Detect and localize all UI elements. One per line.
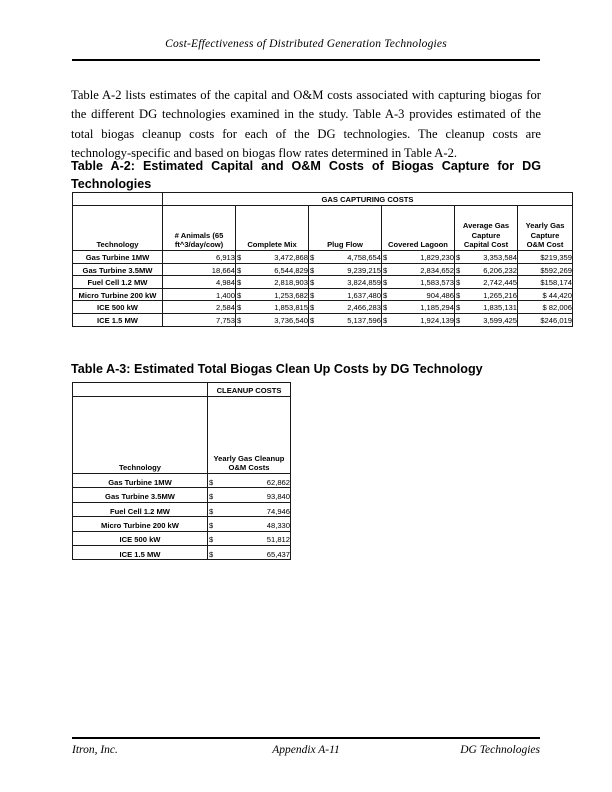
table-a2-col-animals-line2: ft^3/day/cow) (174, 240, 224, 250)
table-a2-col-yearly-line1: Yearly Gas (525, 221, 565, 231)
table-a2-cell-plug-flow (309, 263, 382, 276)
currency-symbol: $ (209, 549, 214, 559)
currency-symbol: $ (383, 265, 388, 275)
amount-value: 1,924,139 (420, 315, 454, 325)
amount-value: 65,437 (266, 549, 290, 559)
table-a2-row (73, 263, 573, 276)
amount-value: 51,812 (266, 535, 290, 545)
table-a2-corner-cell (73, 193, 163, 206)
table-a3-row-technology: Gas Turbine 3.5MW (73, 488, 208, 502)
footer-rule (72, 737, 540, 739)
table-a2-cell-complete-mix (236, 301, 309, 314)
table-a2-cell-animals: 1,400 (163, 288, 236, 301)
table-a2-col-animals-line1: # Animals (65 (174, 230, 224, 240)
table-a2-col-covered-lagoon: Covered Lagoon (382, 206, 455, 251)
table-a2-cell-avg-capital-cost (455, 301, 518, 314)
currency-symbol: $ (456, 278, 461, 288)
table-a2-cell-plug-flow (309, 288, 382, 301)
currency-symbol: $ (456, 290, 461, 300)
currency-symbol: $ (383, 315, 388, 325)
amount-value: 2,466,283 (347, 303, 381, 313)
table-a2-cell-plug-flow (309, 251, 382, 264)
table-a2-col-complete-mix: Complete Mix (236, 206, 309, 251)
table-a3-row-technology: Gas Turbine 1MW (73, 474, 208, 488)
currency-symbol: $ (456, 265, 461, 275)
currency-symbol: $ (383, 278, 388, 288)
table-a3-col-cleanup-line2: O&M Costs (228, 463, 270, 473)
amount-value: 6,544,829 (274, 265, 308, 275)
currency-symbol: $ (237, 253, 242, 262)
amount-value: 3,353,584 (483, 253, 517, 262)
currency-symbol: $ (456, 303, 461, 313)
table-a2-cell-animals: 6,913 (163, 251, 236, 264)
table-a2-row-technology: Micro Turbine 200 kW (73, 288, 163, 301)
currency-symbol: $ (209, 492, 214, 502)
footer-center: Appendix A-11 (272, 744, 340, 756)
table-a3-cell-cleanup-cost (208, 517, 291, 531)
currency-symbol: $ (310, 315, 315, 325)
currency-symbol: $ (310, 303, 315, 313)
table-a3-column-header-row (73, 397, 291, 474)
table-a3-cell-cleanup-cost (208, 488, 291, 502)
table-a2 (72, 192, 573, 327)
table-a3-row (73, 545, 291, 559)
table-a2-cell-yearly-om-cost: $592,269 (518, 263, 573, 276)
currency-symbol: $ (456, 315, 461, 325)
table-a3-cell-cleanup-cost (208, 545, 291, 559)
currency-symbol: $ (209, 520, 214, 530)
amount-value: 74,946 (266, 506, 290, 516)
amount-value: 1,637,480 (347, 290, 381, 300)
table-a2-row (73, 251, 573, 264)
table-a2-cell-animals: 18,664 (163, 263, 236, 276)
body-paragraph: Table A-2 lists estimates of the capital and O&M costs associated with capturing biogas for the different DG technologies examined in the study. Table A-3 provides estimated of the total biogas cleanup costs for each of the DG technologies. The cleanup costs are technology-specific and based on biogas flow rates determined in Table A-2. (71, 87, 541, 161)
table-a2-row (73, 313, 573, 326)
table-a2-row (73, 288, 573, 301)
table-a2-cell-yearly-om-cost: $ 82,006 (518, 301, 573, 314)
table-a3-row-technology: Micro Turbine 200 kW (73, 517, 208, 531)
amount-value: 1,853,815 (274, 303, 308, 313)
table-a2-cell-avg-capital-cost (455, 288, 518, 301)
table-a3-group-header: CLEANUP COSTS (208, 383, 291, 397)
table-a2-row-technology: Gas Turbine 3.5MW (73, 263, 163, 276)
currency-symbol: $ (310, 265, 315, 275)
table-a2-col-yearly-om-cost (518, 206, 573, 251)
table-a2-cell-avg-capital-cost (455, 263, 518, 276)
table-a2-cell-complete-mix (236, 276, 309, 289)
table-a2-cell-complete-mix (236, 288, 309, 301)
table-a2-cell-plug-flow (309, 276, 382, 289)
table-a2-col-avg-line2: Capture (471, 230, 501, 240)
table-a3-body (73, 474, 291, 560)
amount-value: 1,265,216 (483, 290, 517, 300)
currency-symbol: $ (383, 290, 388, 300)
amount-value: 1,583,573 (420, 278, 454, 288)
table-a2-row-technology: ICE 1.5 MW (73, 313, 163, 326)
amount-value: 904,486 (426, 290, 454, 300)
amount-value: 5,137,596 (347, 315, 381, 325)
table-a3-caption: Table A-3: Estimated Total Biogas Clean Up Costs by DG Technology (71, 362, 483, 376)
currency-symbol: $ (237, 265, 242, 275)
currency-symbol: $ (237, 315, 242, 325)
table-a3-corner-cell (73, 383, 208, 397)
table-a2-cell-covered-lagoon (382, 263, 455, 276)
currency-symbol: $ (310, 290, 315, 300)
table-a2-cell-avg-capital-cost (455, 251, 518, 264)
currency-symbol: $ (383, 253, 388, 262)
amount-value: 48,330 (266, 520, 290, 530)
table-a2-group-header: GAS CAPTURING COSTS (163, 193, 573, 206)
currency-symbol: $ (310, 278, 315, 288)
table-a2-cell-covered-lagoon (382, 251, 455, 264)
table-a2-caption: Table A-2: Estimated Capital and O&M Costs of Biogas Capture for DG Technologies (71, 159, 541, 191)
table-a2-cell-complete-mix (236, 313, 309, 326)
table-a2-cell-covered-lagoon (382, 301, 455, 314)
table-a3-head (73, 383, 291, 474)
amount-value: 1,253,682 (274, 290, 308, 300)
table-a3-row-technology: ICE 1.5 MW (73, 545, 208, 559)
table-a2-cell-yearly-om-cost: $ 44,420 (518, 288, 573, 301)
currency-symbol: $ (237, 303, 242, 313)
currency-symbol: $ (237, 290, 242, 300)
table-a2-row (73, 301, 573, 314)
header-rule (72, 59, 540, 61)
table-a3-cell-cleanup-cost (208, 502, 291, 516)
table-a3-group-header-row (73, 383, 291, 397)
table-a2-cell-covered-lagoon (382, 313, 455, 326)
table-a2-cell-complete-mix (236, 251, 309, 264)
footer-right: DG Technologies (460, 744, 540, 756)
currency-symbol: $ (209, 477, 214, 487)
table-a3-row (73, 517, 291, 531)
table-a2-cell-plug-flow (309, 313, 382, 326)
table-a2-cell-yearly-om-cost: $246,019 (518, 313, 573, 326)
amount-value: 2,834,652 (420, 265, 454, 275)
amount-value: 2,742,445 (483, 278, 517, 288)
amount-value: 4,758,654 (347, 253, 381, 262)
currency-symbol: $ (456, 253, 461, 262)
currency-symbol: $ (310, 253, 315, 262)
table-a2-col-yearly-line3: O&M Cost (526, 240, 564, 250)
table-a2-col-technology: Technology (73, 206, 163, 251)
table-a2-col-animals (163, 206, 236, 251)
table-a3-row (73, 474, 291, 488)
currency-symbol: $ (209, 535, 214, 545)
table-a3-cell-cleanup-cost (208, 531, 291, 545)
table-a2-col-avg-line1: Average Gas (462, 221, 510, 231)
table-a2-cell-plug-flow (309, 301, 382, 314)
table-a2-group-header-row (73, 193, 573, 206)
amount-value: 93,840 (266, 492, 290, 502)
amount-value: 6,206,232 (483, 265, 517, 275)
page-footer (72, 744, 540, 756)
table-a2-col-plug-flow: Plug Flow (309, 206, 382, 251)
table-a3-col-cleanup-om-costs (208, 397, 291, 474)
footer-left: Itron, Inc. (72, 744, 118, 756)
amount-value: 1,835,131 (483, 303, 517, 313)
table-a2-cell-animals: 7,753 (163, 313, 236, 326)
amount-value: 3,599,425 (483, 315, 517, 325)
table-a2-row-technology: Gas Turbine 1MW (73, 251, 163, 264)
table-a2-column-header-row (73, 206, 573, 251)
currency-symbol: $ (209, 506, 214, 516)
table-a2-cell-yearly-om-cost: $158,174 (518, 276, 573, 289)
table-a2-cell-covered-lagoon (382, 288, 455, 301)
table-a2-cell-covered-lagoon (382, 276, 455, 289)
table-a3-cell-cleanup-cost (208, 474, 291, 488)
table-a3-row (73, 502, 291, 516)
currency-symbol: $ (237, 278, 242, 288)
table-a2-cell-avg-capital-cost (455, 276, 518, 289)
table-a2-row-technology: Fuel Cell 1.2 MW (73, 276, 163, 289)
table-a2-row (73, 276, 573, 289)
amount-value: 1,829,230 (420, 253, 454, 262)
amount-value: 1,185,294 (420, 303, 454, 313)
table-a3-row-technology: Fuel Cell 1.2 MW (73, 502, 208, 516)
amount-value: 9,239,215 (347, 265, 381, 275)
table-a2-cell-complete-mix (236, 263, 309, 276)
amount-value: 3,824,859 (347, 278, 381, 288)
table-a2-col-yearly-line2: Capture (530, 230, 560, 240)
table-a2-body (73, 251, 573, 327)
table-a2-cell-animals: 4,984 (163, 276, 236, 289)
table-a3-col-cleanup-line1: Yearly Gas Cleanup (213, 453, 285, 463)
table-a2-row-technology: ICE 500 kW (73, 301, 163, 314)
amount-value: 62,862 (266, 477, 290, 487)
table-a2-head (73, 193, 573, 251)
amount-value: 3,472,868 (274, 253, 308, 262)
table-a2-cell-animals: 2,584 (163, 301, 236, 314)
amount-value: 2,818,903 (274, 278, 308, 288)
currency-symbol: $ (383, 303, 388, 313)
table-a2-col-avg-line3: Capital Cost (463, 240, 509, 250)
running-head: Cost-Effectiveness of Distributed Generation Technologies (165, 38, 447, 50)
table-a3-row (73, 531, 291, 545)
table-a2-cell-yearly-om-cost: $219,359 (518, 251, 573, 264)
table-a3-row-technology: ICE 500 kW (73, 531, 208, 545)
table-a3-col-technology: Technology (73, 397, 208, 474)
amount-value: 3,736,540 (274, 315, 308, 325)
table-a2-col-avg-capital-cost (455, 206, 518, 251)
table-a3 (72, 382, 291, 560)
table-a3-row (73, 488, 291, 502)
table-a2-cell-avg-capital-cost (455, 313, 518, 326)
